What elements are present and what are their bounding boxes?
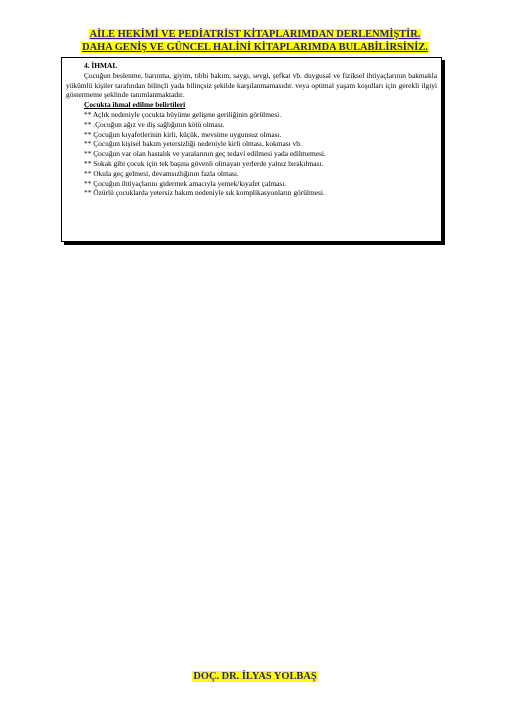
list-item: ** .Çocuğun ağız ve diş sağlığının kötü olması. <box>84 119 225 129</box>
header-line-2: DAHA GENİŞ VE GÜNCEL HALİNİ KİTAPLARIMDA BULABİLİRSİNİZ. <box>82 42 428 53</box>
list-item: ** Çocuğun var olan hastalık ve yaralarının geç tedavi edilmesi yada edilmemesi. <box>84 149 326 159</box>
header-banner <box>0 28 510 54</box>
author-name: DOÇ. DR. İLYAS YOLBAŞ <box>193 671 317 682</box>
list-item: ** Okula geç gelmesi, devamsızlığının fazla olması. <box>84 168 239 178</box>
symptom-list <box>66 110 437 198</box>
list-item: ** Özürlü çocuklarda yetersiz bakım nedeniyle sık komplikasyonların görülmesi. <box>84 188 325 198</box>
footer-author-block <box>0 670 510 683</box>
section-subtitle: Çocukta ihmal edilme belirtileri <box>84 100 186 110</box>
list-item: ** Çocuğun kişisel bakım yetersizliği nedeniyle kirli olması, kokması vb. <box>84 139 302 149</box>
list-item: ** Sokak gibi çocuk için tek başına güvenli olmayan yerlerde yalnız bırakılması. <box>84 158 324 168</box>
section-title: 4. İHMAL <box>84 61 118 70</box>
list-item: ** Çocuğun kıyafetlerinin kirli, küçük, mevsime uygunsuz olması. <box>84 129 282 139</box>
content-box <box>61 57 442 242</box>
section-paragraph: Çocuğun beslenme, barınma, giyim, tıbbi bakım, saygı, sevgi, şefkat vb. duygusal ve fiziksel ihtiyaçlarının bakmakla yükümlü kişiler tarafından bilinçli yada bilinçsiz şekilde karşılanmamasıdır. veya optimal yaşam koşulları için gerekli ilgiyi göstermeme şeklinde tanımlanmaktadır. <box>66 70 437 100</box>
list-item: ** Açlık nedeniyle çocukta büyüme gelişme geriliğinin görülmesi. <box>84 109 282 119</box>
list-item: ** Çocuğun ihtiyaçlarını gidermek amacıyla yemek/kıyafet çalması. <box>84 178 287 188</box>
header-line-1: AİLE HEKİMİ VE PEDİATRİST KİTAPLARIMDAN DERLENMİŞTİR. <box>89 29 421 40</box>
